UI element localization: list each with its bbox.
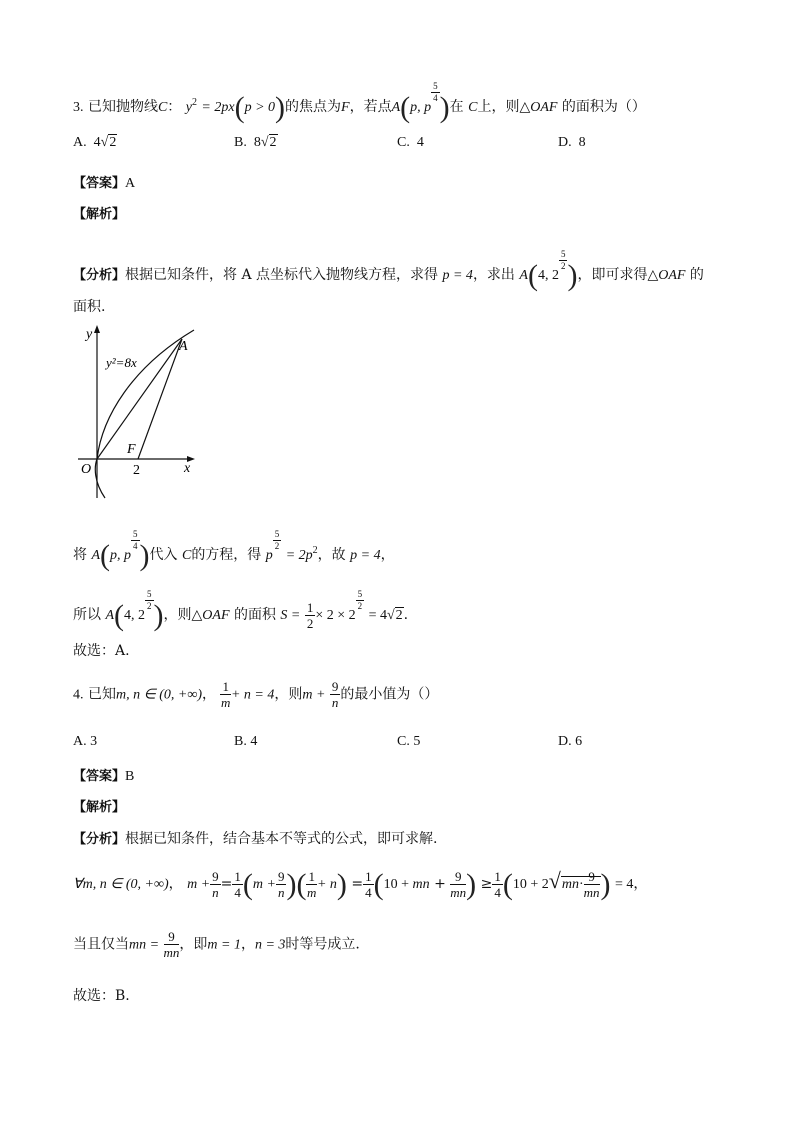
q3-answer: 【答案】A <box>73 176 136 191</box>
q3-fenxi: 【分析】根据已知条件，将 A 点坐标代入抛物线方程，求得 p = 4，求出 A(4, 2 $\frac{5}{2}$ )，即可求得△OAF 的 <box>73 249 704 292</box>
q4-option-c: C. 5 <box>397 734 421 749</box>
q4-option-d: D. 6 <box>558 734 583 749</box>
q4-option-a: A. 3 <box>73 734 98 749</box>
segment-FA <box>138 339 182 459</box>
q4-analysis-label: 【解析】 <box>73 800 126 815</box>
q3-solution-line1: 将 A(p, p $\frac{5}{4}$ )代入 C的方程，得 p $\frac{5}{2}$ = $2p^2$，故 p = 4， <box>73 529 395 572</box>
q3-option-c: C. 4 <box>397 135 424 150</box>
tick-2-label: 2 <box>133 463 140 478</box>
q3-option-d: D. 8 <box>558 135 586 150</box>
point-F-label: F <box>127 442 136 457</box>
y-axis-arrow <box>94 325 100 333</box>
origin-label: O <box>81 462 92 477</box>
q3-fenxi-line2: 面积. <box>73 299 106 315</box>
q3-option-b: B. 8√2 <box>234 135 277 150</box>
q4-stem: 4. 已知m, n ∈ (0, +∞)， $\frac{1}{m}$ + n = 4，则m + $\frac{9}{n}$ 的最小值为（） <box>73 679 439 710</box>
q4-choose: 故选：B. <box>73 988 130 1004</box>
q3-solution-line2: 所以 A(4, 2 $\frac{5}{2}$ )，则△OAF 的面积 S = $\frac{1}{2}$ × 2 × 2 $\frac{5}{2}$ = 4√2. <box>73 589 409 632</box>
q3-stem: 3. 已知抛物线C： $y^2 = 2px(p > 0)$的焦点为F，若点A(p, p $\frac{5}{4}$ )在 C上，则△OAF 的面积为（） <box>73 81 646 124</box>
q3-choose: 故选：A. <box>73 643 130 659</box>
q3-option-a: A. 4√2 <box>73 135 117 150</box>
curve-label: y²=8x <box>106 355 137 370</box>
point-A-label: A <box>179 339 188 354</box>
q4-option-b: B. 4 <box>234 734 258 749</box>
parabola-figure <box>72 322 202 502</box>
x-axis-label: x <box>184 461 191 476</box>
q4-fenxi: 【分析】根据已知条件，结合基本不等式的公式，即可求解. <box>73 831 438 847</box>
q4-equality-condition: 当且仅当mn = $\frac{9}{mn}$ ，即m = 1，n = 3时等号成立. <box>73 929 360 960</box>
q3-analysis-label: 【解析】 <box>73 207 126 222</box>
q4-derivation: ∀m, n ∈ (0, +∞)， m + $\frac{9}{n}$ = $\frac{1}{4}$ (m + $\frac{9}{n}$ )( $\frac{1}{m}$ + n) = $\frac{1}{4}$ (10 + mn + $\frac{9}{mn}$ ) ≥ $\frac{1}{4}$ (10 + 2√mn· $\frac{9}{mn}$ ) = 4， <box>73 868 648 901</box>
q4-answer: 【答案】B <box>73 769 135 784</box>
y-axis-label: y <box>86 327 93 342</box>
